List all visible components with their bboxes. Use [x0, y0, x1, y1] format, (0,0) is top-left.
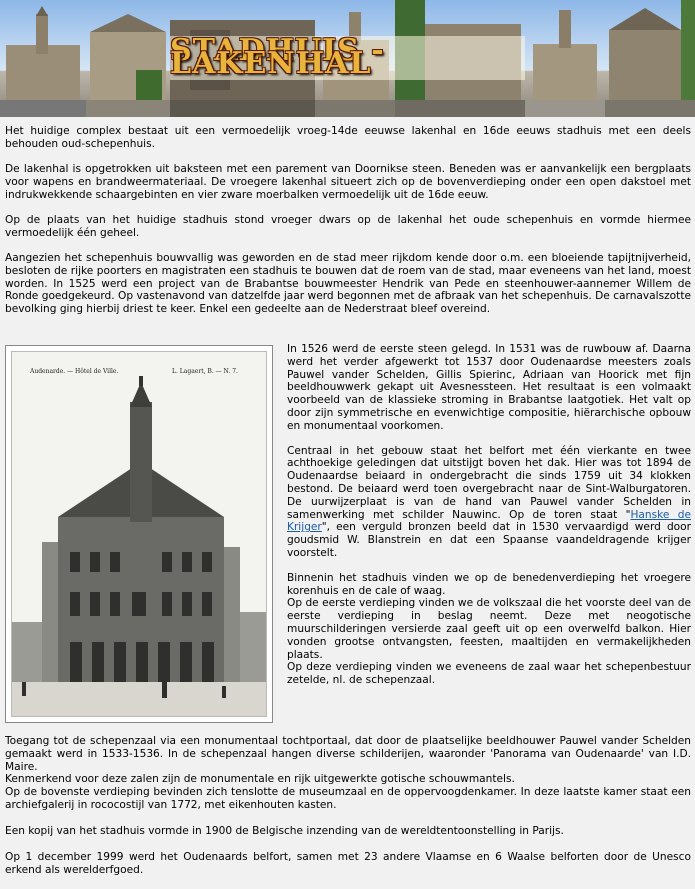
townhall-photo-icon: [0, 0, 86, 117]
right-paragraph-2: [287, 445, 691, 560]
bottom-paragraph-1-line-3: Op de bovenste verdieping bevinden zich tenslotte de museumzaal en de oppervoogdenkamer. In deze laatste kamer staat een archiefgalerij in rococostijl van 1772, met eikenhouten kasten.: [5, 786, 691, 811]
postcard-caption-left: Audenarde. — Hôtel de Ville.: [30, 368, 119, 375]
right-paragraph-3: [287, 572, 691, 687]
postcard-caption-right: L. Lagaert, B. — N. 7.: [172, 368, 238, 375]
hanske-de-krijger-link[interactable]: Hanske de Krijger: [287, 508, 691, 534]
townhall-drawing-icon: [12, 352, 267, 717]
bottom-paragraph-1-line-2: Kenmerkend voor deze zalen zijn de monumentale en rijk uitgewerkte gotische schouwmantels.: [5, 773, 515, 786]
right-paragraph-3-line-1: Binnenin het stadhuis vinden we op de benedenverdieping het vroegere korenhuis en de cale of waag.: [287, 571, 691, 597]
header-banner: [0, 0, 695, 117]
banner-photo-1: [0, 0, 86, 117]
intro-paragraph-2: De lakenhal is opgetrokken uit baksteen met een parement van Doornikse steen. Beneden was er aanvankelijk een bergplaats voor wapens en brandweermateriaal. De vroegere lakenhal situeert zich op de bovenverdieping onder een open dakstoel met indrukwekkende schaargebinten en vier zware moerbalken vermoedelijk uit de 16de eeuw.: [5, 163, 691, 201]
townhall-postcard-image: [5, 345, 273, 723]
bottom-paragraph-3: Op 1 december 1999 werd het Oudenaards belfort, samen met 23 andere Vlaamse en 6 Waalse belforten door de Unesco erkend als werelderfgoed.: [5, 851, 691, 876]
right-column: [287, 343, 691, 699]
townhall-photo-icon: [605, 0, 695, 117]
right-paragraph-1: In 1526 werd de eerste steen gelegd. In 1531 was de ruwbouw af. Daarna werd het verder afgewerkt tot 1537 door Oudenaardse meesters zoals Pauwel vander Schelden, Gillis Spierinc, Adriaan van Hoorick met fijn beeldhouwwerk gekapt uit Avesnessteen. Het resultaat is een volmaakt voorbeeld van de klassieke stroming in Brabantse laatgotiek. Het valt op door zijn symmetrische en evenwichtige compositie, hiërarchische opbouw en monumentaal voorkomen.: [287, 343, 691, 432]
bottom-paragraph-2: Een kopij van het stadhuis vormde in 1900 de Belgische inzending van de wereldtentoonstelling in Parijs.: [5, 825, 564, 837]
right-paragraph-3-line-2: Op de eerste verdieping vinden we de volkszaal die het voorste deel van de eerste verdieping in beslag neemt. Deze met neogotische muurschilderingen versierde zaal geeft uit op een overwelfd balkon. Hier vonden grootse ontvangsten, feesten, maaltijden en vermakelijkheden plaats.: [287, 597, 691, 661]
right-paragraph-3-line-3: Op deze verdieping vinden we eveneens de zaal waar het schepenbestuur zetelde, nl. de schepenzaal.: [287, 661, 691, 687]
banner-photo-2: [86, 0, 170, 117]
banner-photo-6: [525, 0, 605, 117]
townhall-photo-icon: [86, 0, 170, 117]
townhall-photo-icon: [525, 0, 605, 117]
intro-paragraph-3: Op de plaats van het huidige stadhuis stond vroeger dwars op de lakenhal het oude schepenhuis en vormde hiermee vermoedelijk één geheel.: [5, 214, 691, 239]
intro-paragraph-1: Het huidige complex bestaat uit een vermoedelijk vroeg-14de eeuwse lakenhal en 16de eeuws stadhuis met een deels behouden oud-schepenhuis.: [5, 125, 691, 150]
banner-title: STADHUIS - LAKENHAL: [170, 36, 525, 80]
banner-photo-7: [605, 0, 695, 117]
intro-paragraph-4: Aangezien het schepenhuis bouwvallig was geworden en de stad meer rijkdom kende door o.m. een bloeiende tapijtnijverheid, besloten de rijke poorters en magistraten een stadhuis te bouwen dat de roem van de stad, maar eveneens van het land, moest worden. In 1525 werd een project van de Brabantse bouwmeester Hendrik van Pede en steenhouwer-aannemer Willem de Ronde goedgekeurd. Op vastenavond van datzelfde jaar werd begonnen met de afbraak van het schepenhuis. De carnavalszotte bevolking ging hierbij driest te keer. Enkel een gedeelte aan de Nederstraat bleef overeind.: [5, 252, 691, 316]
bottom-paragraph-1-line-1: Toegang tot de schepenzaal via een monumentaal tochtportaal, dat door de plaatselijke beeldhouwer Pauwel vander Schelden gemaakt werd in 1533-1536. In de schepenzaal hangen diverse schilderijen, waaronder 'Panorama van Oudenaarde' van I.D. Maire.: [5, 735, 691, 773]
right-paragraph-2-text-a: Centraal in het gebouw staat het belfort met één vierkante en twee achthoekige geledingen dat uitstijgt boven het dak. Hier was tot 1894 de Oudenaardse beiaard in ondergebracht die sinds 1759 uit 34 klokken bestond. De beiaard werd toen overgebracht naar de Sint-Walburgatoren. De uurwijzerplaat is van de hand van Pauwel vander Schelden in samenwerking met schilder Nauwinc. Op de toren staat ": [287, 444, 691, 521]
bottom-paragraph-1: [5, 735, 691, 812]
right-paragraph-2-text-b: ", een verguld bronzen beeld dat in 1530 vervaardigd werd door goudsmid W. Blanstrein en dat een Spaanse vaandeldragende krijger voorstelt.: [287, 521, 691, 559]
